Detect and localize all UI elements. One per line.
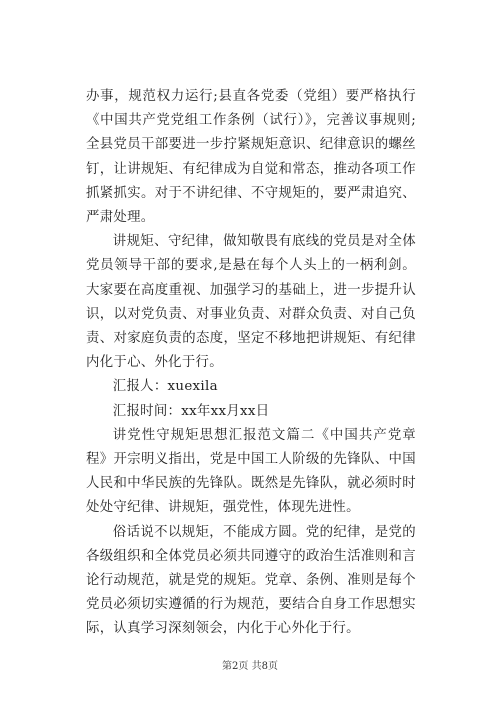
paragraph-party-discipline: 俗话说不以规矩，不能成方圆。党的纪律，是党的各级组织和全体党员必须共同遵守的政治生活准则和言论行动规范，就是党的规矩。党章、条例、准则是每个党员必须切实遵循的行为规范，要结合自身工作思想实际，认真学习深刻领会，内化于心外化于行。 [86, 524, 416, 637]
report-date-line: 汇报时间：xx年xx月xx日 [112, 403, 270, 419]
reporter-line: 汇报人：xuexila [112, 379, 218, 395]
paragraph-party-constitution: 讲党性守规矩思想汇报范文篇二《中国共产党章程》开宗明义指出，党是中国工人阶级的先锋队、中国人民和中华民族的先锋队。既然是先锋队，就必须时时处处守纪律、讲规矩，强党性，体现先进性。 [86, 427, 416, 516]
document-body [86, 85, 416, 642]
page-number-footer: 第2页 共8页 [222, 661, 278, 672]
paragraph-continuation: 办事，规范权力运行;县直各党委（党组）要严格执行《中国共产党党组工作条例（试行）》，完善议事规则;全县党员干部要进一步拧紧规矩意识、纪律意识的螺丝钉，让讲规矩、有纪律成为自觉和常态，推动各项工作抓紧抓实。对于不讲纪律、不守规矩的，要严肃追究、严肃处理。 [86, 89, 416, 226]
paragraph-rules-discipline: 讲规矩、守纪律，做知敬畏有底线的党员是对全体党员领导干部的要求,是悬在每个人头上的一柄利剑。大家要在高度重视、加强学习的基础上，进一步提升认识，以对党负责、对事业负责、对群众负责、对自己负责、对家庭负责的态度，坚定不移地把讲规矩、有纪律内化于心、外化于行。 [86, 234, 416, 371]
